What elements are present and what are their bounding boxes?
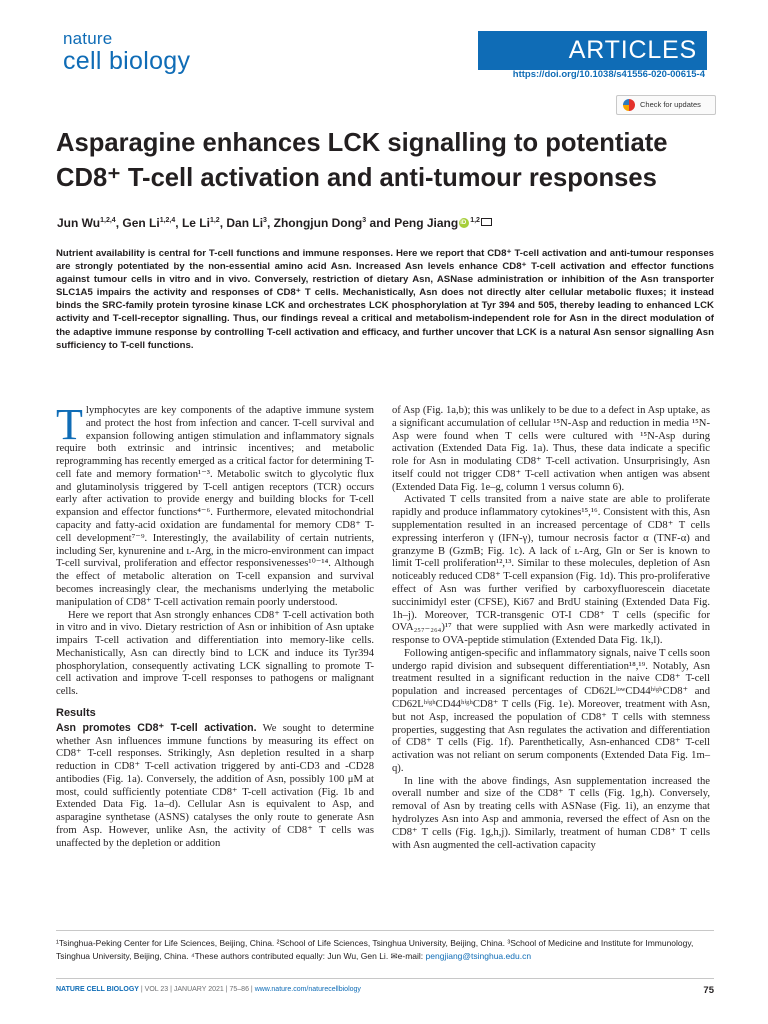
- crossmark-icon: [623, 99, 635, 111]
- section-label: ARTICLES: [568, 36, 697, 64]
- journal-logo[interactable]: [63, 30, 190, 74]
- subsection-lead: Asn promotes CD8⁺ T-cell activation.: [56, 721, 257, 734]
- author-conjunction: and: [369, 216, 391, 230]
- email-icon[interactable]: [481, 218, 492, 226]
- author-affil: 3: [263, 217, 267, 224]
- drop-cap: T: [56, 400, 83, 449]
- author-affil: 1,2,4: [159, 217, 176, 224]
- author-list: Jun Wu$^{1,2,4}$, Gen Li$^{1,2,4}$, Le Li$^{1,2}$, Dan Li$^3$, Zhongjun Dong$^3$ and Peng JiangiD $^{1,2}$: [57, 216, 717, 230]
- page-number: 75: [703, 985, 714, 996]
- section-banner: [478, 31, 707, 70]
- footnote-divider: [56, 930, 714, 931]
- paragraph: Following antigen-specific and inflammatory signals, naive T cells soon undergo rapid division and subsequent differentiation¹⁸,¹⁹. Notably, Asn treatment resulted in a significant reduction in the naive CD8⁺ T-cell population and increased percentages of CD62LˡᵒʷCD44ʰⁱᵍʰCD8⁺ and CD62LʰⁱᵍʰCD44ʰⁱᵍʰCD8⁺ T cells (Fig. 1e). Moreover, treatment with Asn, but not Asp, increased the population of CD8⁺ T cells with stemness properties, suggesting that Asn regulates the activation and differentiation of CD8⁺ T cells (Fig. 1f). Parenthetically, Asn-enhanced CD8⁺ T-cell activation was not reliant on serum components (Extended Data Fig. 1m–q).: [392, 647, 710, 774]
- author-affil: 3: [362, 217, 367, 224]
- author-name[interactable]: Le Li: [181, 216, 210, 230]
- author-affil: 1,2,4: [100, 217, 116, 224]
- author-name[interactable]: Gen Li: [122, 216, 160, 230]
- doi-link[interactable]: https://doi.org/10.1038/s41556-020-00615-4: [512, 69, 705, 80]
- author-affil: 1,2: [209, 217, 220, 224]
- paragraph: of Asp (Fig. 1a,b); this was unlikely to be due to a defect in Asp uptake, as a significant accumulation of cellular ¹⁵N-Asp and reduction in media ¹⁵N-Asp were found when T cells were cultured with ¹⁵N-Asp during activation (Extended Data Fig. 1a). Thus, these data indicate a specific role for Asn in modulating CD8⁺ T-cell activation. Unsurprisingly, Asn itself could not trigger CD8⁺ T-cell activation when antigen was absent (Extended Data Fig. 1e–g, column 1 versus column 6).: [392, 405, 710, 493]
- affiliation-text: ¹Tsinghua-Peking Center for Life Sciences, Beijing, China. ²School of Life Sciences, Tsinghua University, Beijing, China. ³School of Medicine and Institute for Immunology, Tsinghua University, Beijing, China. ⁴These authors contributed equally: Jun Wu, Gen Li. ✉e-mail:: [56, 938, 694, 961]
- author-name[interactable]: Zhongjun Dong: [273, 216, 363, 230]
- paragraph: We sought to determine whether Asn influences immune functions by measuring its effect on CD8⁺ T-cell responses. Strikingly, Asn depletion resulted in a sharp reduction in CD8⁺ T-cell activation triggered by anti-CD3 and -CD28 antibodies (Fig. 1a). Conversely, the addition of Asn, possibly 100 μM at most, could sufficiently potentiate CD8⁺ T-cell activation (Fig. 1b and Extended Data Fig. 1a–d). Cellular Asn is equivalent to Asp, and asparagine synthetase (ASNS) catalyses the only route to generate Asn from Asp. However, unlike Asn, the activity of CD8⁺ T cells was unaffected by the depletion or addition: [56, 722, 374, 849]
- paragraph: Here we report that Asn strongly enhances CD8⁺ T-cell activation both in vitro and in vivo. Dietary restriction of Asn or inhibition of Asn uptake impairs T-cell activation and differentiation into memory-like cells. Mechanistically, Asn can directly bind to LCK and induce its Tyr394 phosphorylation, consequently activating LCK signalling to promote T-cell activation and improve T-cell responses to pathogens or malignant cells.: [56, 609, 374, 698]
- paragraph: Activated T cells transited from a naive state are able to proliferate rapidly and produce inflammatory cytokines¹⁵,¹⁶. Consistent with this, Asn supplementation resulted in an increased percentage of CD8⁺ T cells expressing interferon γ (IFN-γ), tumour necrosis factor α (TNF-α) and granzyme B (GzmB; Fig. 1c). A lack of ʟ-Arg, Gln or Ser is known to limit T-cell proliferation¹²,¹³. Similar to these molecules, depletion of Asn noticeably reduced CD8⁺ T-cell expansion (Fig. 1d). This pro-proliferative effect of Asn was further verified by carboxyfluorescein diacetate succinimidyl ester (CFSE), Ki67 and BrdU staining (Extended Data Fig. 1h–j). Moreover, TCR-transgenic OT-I CD8⁺ T cells (specific for OVA₂₅₇₋₂₆₄)¹⁷ that were supplied with Asn were markedly activated in response to OVA-peptide stimulation (Extended Data Fig. 1k,l).: [392, 494, 710, 647]
- abstract: Nutrient availability is central for T-cell functions and immune responses. Here we report that CD8⁺ T-cell activation and anti-tumour responses are strongly potentiated by the non-essential amino acid Asn. Increased Asn levels enhance CD8⁺ T-cell activation and effector functions against tumour cells in vitro and in vivo. Conversely, restriction of dietary Asn, ASNase administration or inhibition of the Asn transporter SLC1A5 impairs the activity and responses of CD8⁺ T cells. Mechanistically, Asn does not directly alter cellular metabolic fluxes; it instead binds the SRC-family protein tyrosine kinase LCK and orchestrates LCK phosphorylation at Tyr 394 and 505, thereby leading to enhanced LCK activity and T-cell-receptor signalling. Thus, our findings reveal a critical and metabolism-independent role for Asn in the direct modulation of the adaptive immune response by controlling T-cell activation and efficacy, and further uncover that LCK is a natural Asn sensor signalling Asn sufficiency to T-cell functions.: [56, 248, 714, 351]
- footer-divider: [56, 978, 714, 979]
- logo-line-nature: nature: [63, 29, 113, 48]
- paragraph: lymphocytes are key components of the adaptive immune system and protect the host from infection and cancer. T-cell survival and expansion following antigen stimulation and inflammatory signals require both extrinsic and intrinsic incentives; and metabolic reprogramming has recently emerged as a critical factor for determining T-cell fate and memory formation¹⁻³. Metabolic switch to glycolytic flux and glutaminolysis triggered by T-cell antigen receptors (TCR) occurs early after activation to provide energy and building blocks for T-cell expansion and effector functions⁴⁻⁶. Furthermore, elevated mitochondrial capacity and fatty-acid oxidation are fundamental for memory CD8⁺ T-cell development⁷⁻⁹. Interestingly, the availability of certain nutrients, including Ser, kynurenine and ʟ-Arg, in the micro-environment can impact T-cell survival, proliferation and effector responsivenesses¹⁰⁻¹⁴. Although the effect of metabolic alteration on T-cell expansion and survival becomes increasingly clear, the mechanisms underlying the metabolic manipulation of CD8⁺ T-cell activation remain poorly understood.: [56, 405, 374, 608]
- author-name[interactable]: Dan Li: [226, 216, 264, 230]
- footer-journal: NATURE CELL BIOLOGY: [56, 986, 139, 993]
- page-footer: [56, 986, 714, 993]
- logo-line-cell-biology: cell biology: [63, 47, 191, 75]
- body-column-left: [56, 400, 374, 851]
- orcid-icon[interactable]: [459, 218, 469, 228]
- check-updates-label: Check for updates: [640, 100, 701, 109]
- section-heading-results: Results: [56, 706, 96, 719]
- check-updates-button[interactable]: [616, 95, 716, 115]
- author-name[interactable]: Jun Wu: [57, 216, 101, 230]
- author-affil: 1,2: [470, 217, 480, 224]
- article-title: Asparagine enhances LCK signalling to potentiate CD8⁺ T-cell activation and anti-tumour responses: [56, 129, 668, 192]
- affiliations: [56, 937, 714, 963]
- body-column-right: [392, 405, 710, 852]
- author-name[interactable]: Peng Jiang: [394, 216, 459, 230]
- paragraph: In line with the above findings, Asn supplementation increased the overall number and size of the CD8⁺ T cells (Fig. 1g,h). Conversely, removal of Asn by treating cells with ASNase (Fig. 1i), an enzyme that hydrolyzes Asn into Asp and ammonia, reversed the effect of Asn on the CD8⁺ T cells (Fig. 1g,h,j). Similarly, treatment of human CD8⁺ T cells with Asn augmented the cell-activation capacity: [392, 775, 710, 851]
- email-link[interactable]: pengjiang@tsinghua.edu.cn: [425, 951, 532, 961]
- footer-site-link[interactable]: www.nature.com/naturecellbiology: [254, 986, 361, 993]
- footer-details: | VOL 23 | JANUARY 2021 | 75–86 |: [138, 986, 255, 993]
